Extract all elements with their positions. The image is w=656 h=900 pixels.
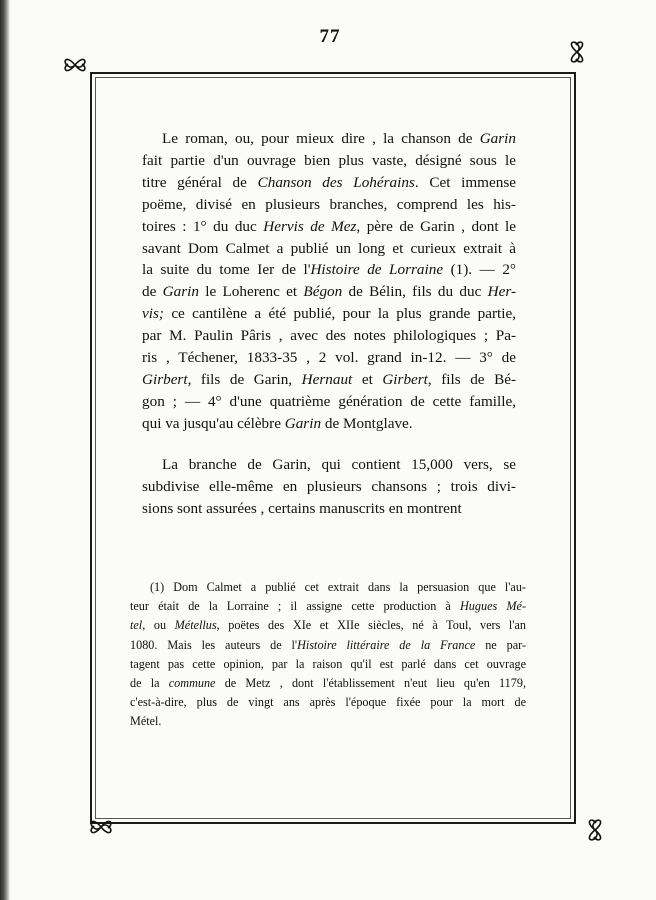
text-line: la suite du tome Ier de l'Histoire de Lorraine (1). — 2° xyxy=(142,261,516,279)
italic-text: tel xyxy=(130,618,143,633)
italic-text: Garin xyxy=(162,283,199,301)
text-line: savant Dom Calmet a publié un long et curieux extrait à xyxy=(142,239,516,257)
text-line: titre général de Chanson des Lohérains. Cet immense xyxy=(142,173,516,191)
italic-text: vis; xyxy=(142,305,164,323)
italic-text: Hernaut xyxy=(301,370,353,388)
italic-text: commune xyxy=(168,676,216,691)
italic-text: Métellus xyxy=(174,618,217,633)
italic-text: Garin xyxy=(284,414,322,432)
page-number: 77 xyxy=(319,26,341,47)
italic-text: Girbert xyxy=(142,370,188,388)
text-line: de la commune de Metz , dont l'établissement n'eut lieu qu'en 1179, xyxy=(130,676,526,691)
text-line: poëme, divisé en plusieurs branches, comprend les his- xyxy=(142,195,516,213)
knot-ornament-icon xyxy=(562,37,592,67)
text-line: subdivise elle-même en plusieurs chansons ; trois divi- xyxy=(142,477,516,495)
paragraph-2 xyxy=(142,454,516,520)
text-line: teur était de la Lorraine ; il assigne cette production à Hugues Mé- xyxy=(130,599,526,614)
text-line: sions sont assurées , certains manuscrits en montrent xyxy=(142,499,462,517)
text-line: Girbert, fils de Garin, Hernaut et Girbert, fils de Bé- xyxy=(142,370,517,388)
footnote xyxy=(130,578,526,732)
text-line: Le roman, ou, pour mieux dire , la chanson de Garin xyxy=(162,130,516,147)
paragraph-1 xyxy=(142,128,516,435)
italic-text: Hugues Mé- xyxy=(460,599,526,614)
text-line: par M. Paulin Pâris , avec des notes philologiques ; Pa- xyxy=(142,327,516,345)
text-line: toires : 1° du duc Hervis de Mez, père de Garin , dont le xyxy=(142,217,516,235)
text-line: Métel. xyxy=(130,714,162,729)
text-line: vis; ce cantilène a été publié, pour la plus grande partie, xyxy=(142,305,516,323)
text-line: 1080. Mais les auteurs de l'Histoire littéraire de la France ne par- xyxy=(130,637,526,652)
text-line: fait partie d'un ouvrage bien plus vaste, désigné sous le xyxy=(142,151,516,169)
italic-text: Chanson des Lohérains xyxy=(257,173,415,191)
knot-ornament-icon xyxy=(580,815,610,845)
text-line: tagent pas cette opinion, par la raison qu'il est parlé dans cet ouvrage xyxy=(130,656,526,671)
text-line: La branche de Garin, qui contient 15,000 vers, se xyxy=(162,456,516,473)
text-line: tel, ou Métellus, poëtes des XIe et XIIe siècles, né à Toul, vers l'an xyxy=(130,618,527,633)
italic-text: Histoire de Lorraine xyxy=(310,261,444,279)
text-line: de Garin le Loherenc et Bégon de Bélin, fils du duc Her- xyxy=(142,283,516,301)
italic-text: Hervis de Mez xyxy=(263,217,357,235)
knot-ornament-icon xyxy=(60,50,90,80)
italic-text: Histoire littéraire de la France xyxy=(297,637,476,652)
text-line: ris , Téchener, 1833-35 , 2 vol. grand in-12. — 3° de xyxy=(142,349,516,367)
text-line: c'est-à-dire, plus de vingt ans après l'époque fixée pour la mort de xyxy=(130,695,526,710)
italic-text: Her- xyxy=(487,283,516,301)
text-line: gon ; — 4° d'une quatrième génération de cette famille, xyxy=(142,392,516,410)
knot-ornament-icon xyxy=(86,812,116,842)
italic-text: Garin xyxy=(479,130,516,147)
page-edge-shadow xyxy=(0,0,10,900)
italic-text: Bégon xyxy=(303,283,343,301)
text-line: (1) Dom Calmet a publié cet extrait dans la persuasion que l'au- xyxy=(150,580,526,594)
text-line: qui va jusqu'au célèbre Garin de Montglave. xyxy=(142,414,413,432)
italic-text: Girbert xyxy=(382,370,428,388)
